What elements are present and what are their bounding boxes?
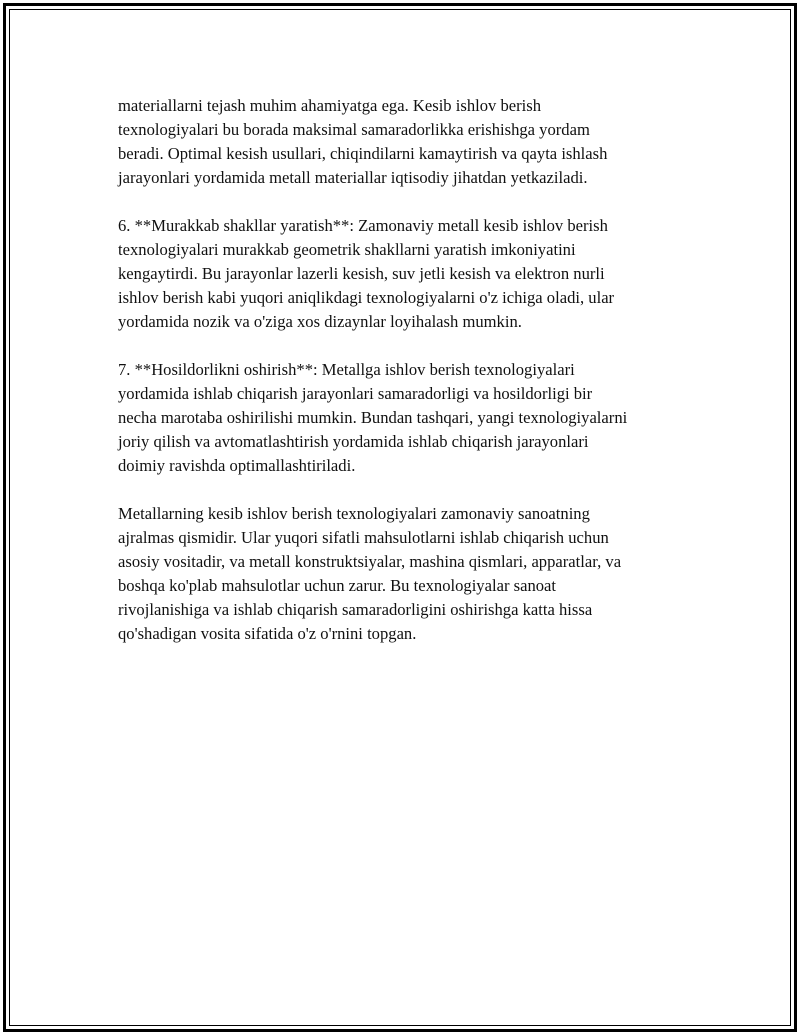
paragraph-conclusion: Metallarning kesib ishlov berish texnologiyalari zamonaviy sanoatning ajralmas qismidir. Ular yuqori sifatli mahsulotlarni ishlab chiqarish uchun asosiy vositadir, va metall konstruktsiyalar, mashina qismlari, apparatlar, va boshqa ko'plab mahsulotlar uchun zarur. Bu texnologiyalar sanoat rivojlanishiga va ishlab chiqarish samaradorligini oshirishga katta hissa qo'shadigan vosita sifatida o'z o'rnini topgan. <box>118 504 622 643</box>
paragraph-complex-shapes: 6. **Murakkab shakllar yaratish**: Zamonaviy metall kesib ishlov berish texnologiyalari murakkab geometrik shakllarni yaratish imkoniyatini kengaytirdi. Bu jarayonlar lazerli kesish, suv jetli kesish va elektron nurli ishlov berish kabi yuqori aniqlikdagi texnologiyalarni o'z ichiga oladi, ular yordamida nozik va o'ziga xos dizaynlar loyihalash mumkin. <box>118 216 615 331</box>
paragraph-material-savings: materiallarni tejash muhim ahamiyatga ega. Kesib ishlov berish texnologiyalari bu borada maksimal samaradorlikka erishishga yordam beradi. Optimal kesish usullari, chiqindilarni kamaytirish va qayta ishlash jarayonlari yordamida metall materiallar iqtisodiy jihatdan yetkaziladi. <box>118 96 608 187</box>
paragraph-productivity: 7. **Hosildorlikni oshirish**: Metallga ishlov berish texnologiyalari yordamida ishlab chiqarish jarayonlari samaradorligi va hosildorligi bir necha marotaba oshirilishi mumkin. Bundan tashqari, yangi texnologiyalarni joriy qilish va avtomatlashtirish yordamida ishlab chiqarish jarayonlari doimiy ravishda optimallashtiriladi. <box>118 360 628 475</box>
document-body <box>118 94 693 670</box>
